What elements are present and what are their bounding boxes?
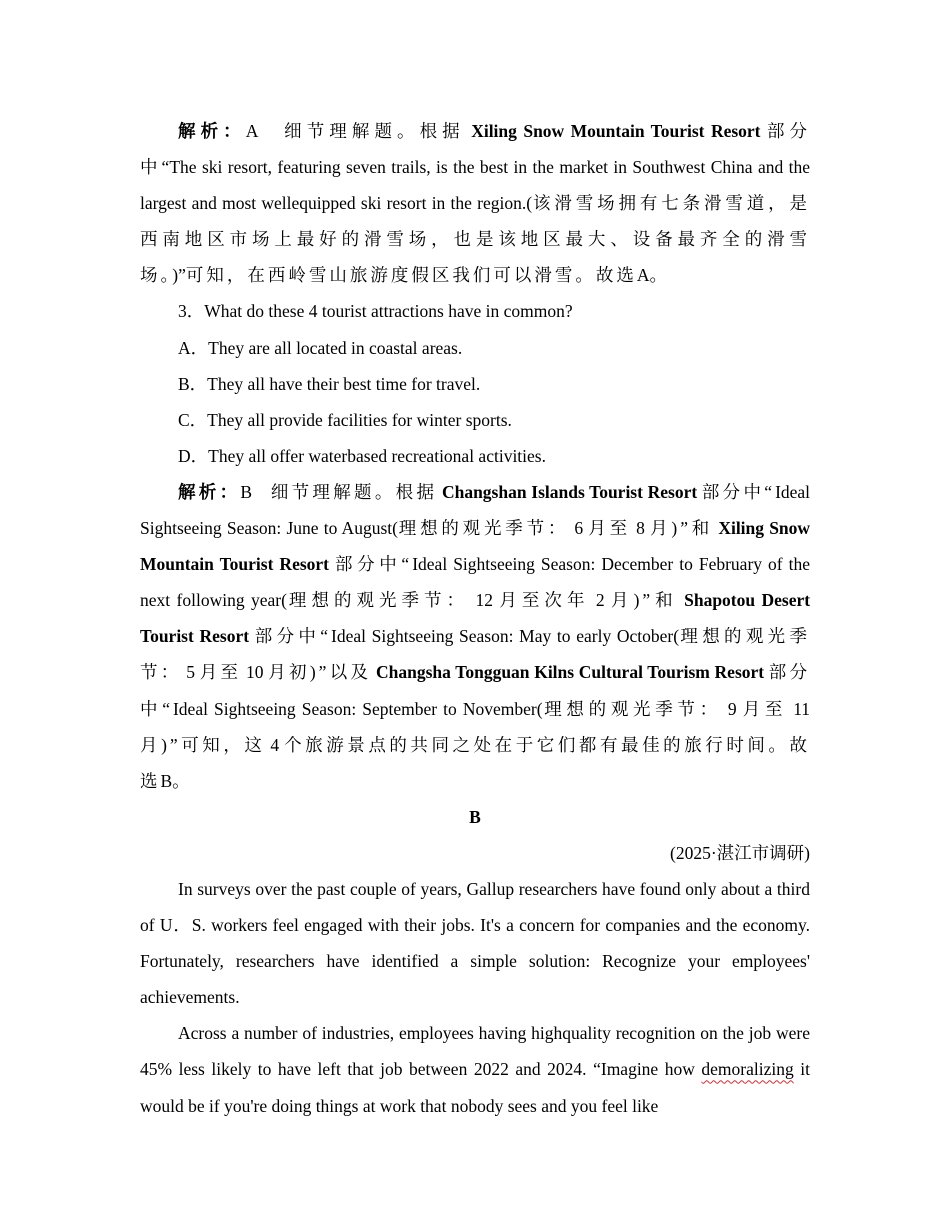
count-number: 4 bbox=[270, 734, 280, 755]
resort-name: Shapotou Desert Tourist Resort bbox=[140, 590, 811, 647]
analysis-label: 解析： bbox=[178, 121, 246, 141]
analysis-q3 bbox=[140, 474, 810, 799]
option-a: A．They are all located in coastal areas. bbox=[178, 337, 463, 358]
connector-text: 月 bbox=[611, 590, 634, 611]
season-text: Ideal Sightseeing Season: September to November( bbox=[172, 698, 543, 719]
connector-text: 月初 bbox=[268, 662, 310, 683]
analysis-label: 解析： bbox=[178, 481, 241, 502]
answer-choice: B。 bbox=[160, 770, 190, 791]
season-text: Ideal Sightseeing Season: June to August( bbox=[140, 481, 811, 539]
option-d: D．They all offer waterbased recreational activities. bbox=[178, 445, 546, 466]
season-chinese: 理想的观光季节： bbox=[542, 698, 722, 719]
connector-text: )”和 bbox=[671, 518, 714, 539]
connector-text: 部分中“ bbox=[254, 626, 331, 647]
question-3-stem: 3．What do these 4 tourist attractions have in common? bbox=[178, 301, 573, 322]
analysis-conclusion: 可知，在西岭雪山旅游度假区我们可以滑雪。故选 bbox=[185, 265, 637, 286]
resort-name: Xiling Snow Mountain Tourist Resort bbox=[140, 518, 811, 575]
analysis-type: 细节理解题。根据 bbox=[270, 481, 438, 502]
resort-name: Changshan Islands Tourist Resort bbox=[441, 481, 698, 502]
answer-letter: B bbox=[240, 481, 253, 502]
section-heading: B bbox=[469, 806, 481, 827]
analysis-q2 bbox=[140, 113, 810, 293]
analysis-type: 细节理解题。根据 bbox=[284, 121, 465, 141]
paragraph-text: Across a number of industries, employees having highquality recognition on the job were 45% less likely to have left that job between 2022 and 2024. “Imagine how bbox=[140, 1023, 810, 1080]
connector-text: 月至 bbox=[742, 698, 788, 719]
month-number: 6 bbox=[574, 518, 584, 539]
connector-text: 月至 bbox=[588, 518, 631, 539]
quote-chinese: 该滑雪场拥有七条滑雪道，是西南地区市场上最好的滑雪场，也是该地区最大、设备最齐全的滑雪场。 bbox=[140, 193, 811, 286]
connector-text: 月至次年 bbox=[499, 590, 590, 611]
answer-letter: A bbox=[245, 121, 259, 141]
connector-text: 部分中“ bbox=[335, 554, 413, 575]
answer-choice: A。 bbox=[636, 265, 667, 286]
connector-text: 部分中 bbox=[140, 121, 811, 178]
season-text: Ideal Sightseeing Season: May to early October( bbox=[331, 626, 680, 647]
analysis-conclusion: 个旅游景点的共同之处在于它们都有最佳的旅行时间。故选 bbox=[140, 734, 810, 791]
underlined-word: demoralizing bbox=[701, 1059, 794, 1080]
season-chinese: 理想的观光季节： bbox=[397, 518, 570, 539]
connector-text: 月 bbox=[140, 734, 162, 755]
month-number: 5 bbox=[186, 662, 196, 683]
season-chinese: 理想的观光季节： bbox=[286, 590, 470, 611]
month-number: 2 bbox=[595, 590, 605, 611]
season-chinese: 理想的观光季节： bbox=[140, 626, 810, 683]
document-page bbox=[140, 113, 810, 1124]
paragraph-text: it would be if you're doing things at work that nobody sees and you feel like bbox=[140, 1059, 810, 1116]
month-number: 12 bbox=[475, 590, 493, 611]
connector-text: 月 bbox=[650, 518, 672, 539]
connector-text: )”可知，这 bbox=[161, 734, 266, 755]
source-citation: (2025·湛江市调研) bbox=[670, 842, 810, 863]
option-b: B．They all have their best time for travel. bbox=[178, 373, 481, 394]
quote-close: )” bbox=[172, 265, 186, 286]
month-number: 9 bbox=[727, 698, 737, 719]
passage-paragraph-1: In surveys over the past couple of years, Gallup researchers have found only about a third of U．S. workers feel engaged with their jobs. It's a concern for companies and the economy. Fortunately, researchers have identified a simple solution: Recognize your employees' achievements. bbox=[140, 878, 810, 1008]
month-number: 8 bbox=[636, 518, 645, 539]
quote-open: “ bbox=[161, 157, 170, 178]
connector-text: 月至 bbox=[199, 662, 242, 683]
option-c: C．They all provide facilities for winter sports. bbox=[178, 409, 512, 430]
season-text: Ideal Sightseeing Season: December to February of the next following year( bbox=[140, 554, 811, 611]
connector-text: )”和 bbox=[633, 590, 678, 611]
resort-name: Changsha Tongguan Kilns Cultural Tourism Resort bbox=[376, 662, 765, 683]
passage-paragraph-2 bbox=[140, 1015, 810, 1123]
resort-name: Xiling Snow Mountain Tourist Resort bbox=[471, 121, 761, 141]
month-number: 11 bbox=[793, 698, 811, 719]
connector-text: )”以及 bbox=[309, 662, 372, 683]
connector-text: 部分中“ bbox=[701, 481, 776, 502]
connector-text: 部分中“ bbox=[140, 662, 811, 719]
month-number: 10 bbox=[246, 662, 264, 683]
quote-english: The ski resort, featuring seven trails, is the best in the market in Southwest China and the largest and most wellequipped ski resort in the region.( bbox=[140, 157, 811, 214]
